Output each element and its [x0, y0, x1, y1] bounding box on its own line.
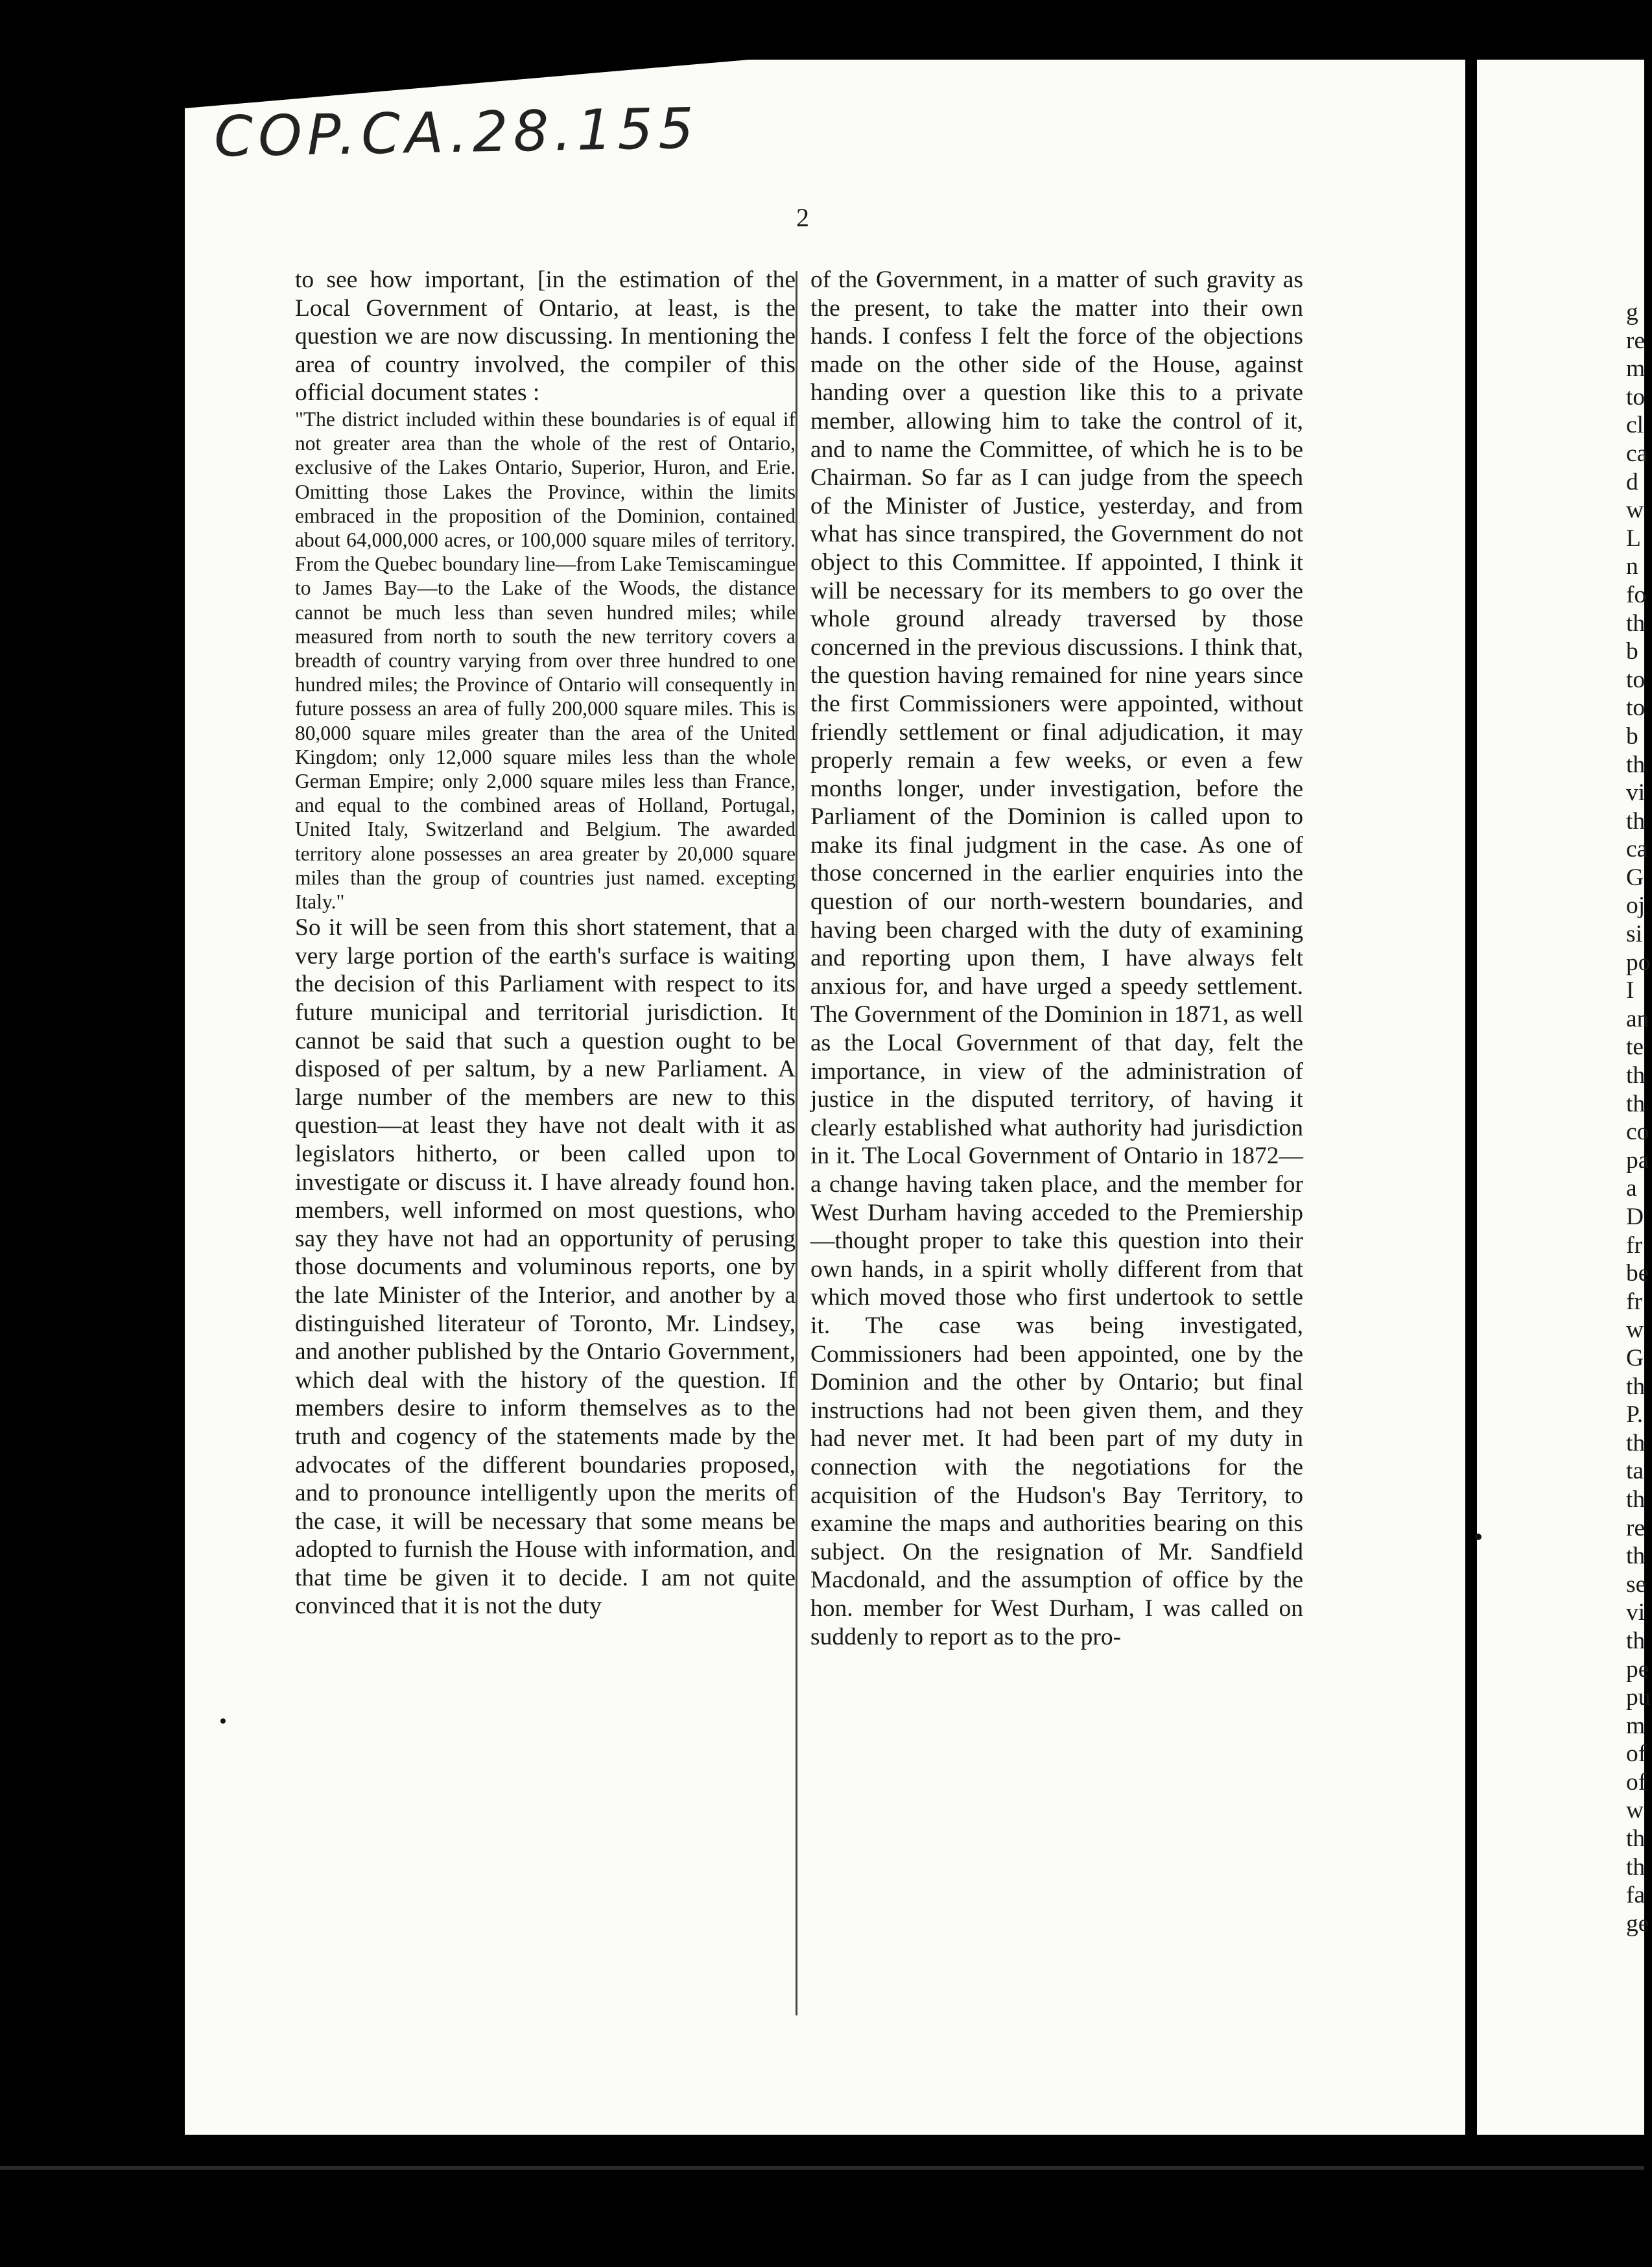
edge-fragment: be — [1626, 1260, 1649, 1287]
edge-fragment: w — [1626, 1797, 1644, 1824]
edge-fragment: vi — [1626, 779, 1646, 807]
edge-fragment: an — [1626, 1005, 1649, 1032]
edge-fragment: to — [1626, 666, 1646, 693]
catalog-handwritten-mark: COP.CA.28.155 — [213, 96, 700, 170]
right-column — [810, 266, 1303, 1651]
edge-fragment: L — [1626, 525, 1641, 552]
edge-fragment: pa — [1626, 1146, 1649, 1174]
edge-fragment: G — [1626, 864, 1644, 891]
edge-fragment: th — [1626, 610, 1646, 637]
edge-fragment: ta — [1626, 1458, 1644, 1485]
edge-fragment: th — [1626, 1486, 1646, 1513]
left-column — [295, 266, 796, 1620]
edge-fragment: th — [1626, 1429, 1646, 1456]
edge-fragment: si — [1626, 921, 1643, 948]
edge-fragment: pu — [1626, 1684, 1651, 1711]
edge-fragment: th — [1626, 1543, 1646, 1570]
ink-speck — [1475, 1534, 1481, 1540]
edge-fragment: P. — [1626, 1401, 1644, 1429]
edge-fragment: ge — [1626, 1910, 1649, 1937]
edge-fragment: n — [1626, 553, 1638, 580]
edge-fragment: te — [1626, 1034, 1644, 1061]
edge-fragment: fa — [1626, 1882, 1646, 1909]
edge-fragment: fr — [1626, 1288, 1642, 1315]
edge-fragment: b — [1626, 722, 1638, 750]
next-page-text-fragments — [1626, 298, 1652, 1938]
edge-fragment: th — [1626, 807, 1646, 835]
edge-fragment: th — [1626, 751, 1646, 778]
edge-fragment: th — [1626, 1853, 1646, 1881]
edge-fragment: re — [1626, 1514, 1646, 1541]
left-body-paragraph: So it will be seen from this short statement, that a very large portion of the earth's surface is waiting the decision of this Parliament with respect to its future municipal and territorial jurisdiction. It cannot be said that such a question ought to be disposed of per saltum, by a new Parliament. A large number of the members are new to this question—at least they have not dealt with it as legislators hitherto, or been called upon to investigate or discuss it. I have already found hon. members, well informed on most questions, who say they have not had an opportunity of perusing those documents and voluminous reports, one by the late Minister of the Interior, and another by a distinguished literateur of Toronto, Mr. Lindsey, and another published by the Ontario Government, which deal with the history of the question. If members desire to inform themselves as to the truth and cogency of the statements made by the advocates of the different boundaries proposed, and to pronounce intelligently upon the merits of the case, it will be necessary that some means be adopted to furnish the House with information, and that time be given it to decide. I am not quite convinced that it is not the duty — [295, 914, 796, 1620]
ink-speck — [220, 1718, 226, 1724]
edge-fragment: b — [1626, 638, 1638, 665]
edge-fragment: th — [1626, 1090, 1646, 1117]
adjacent-page-edge — [1477, 60, 1644, 2135]
edge-fragment: th — [1626, 1627, 1646, 1654]
edge-fragment: co — [1626, 1119, 1649, 1146]
edge-fragment: cl — [1626, 412, 1644, 439]
left-intro-paragraph: to see how important, [in the estimation of the Local Government of Ontario, at least, is the question we are now discussing. In mentioning the area of country involved, the compiler of this official document states : — [295, 267, 796, 407]
column-divider — [796, 271, 797, 2015]
edge-fragment: d — [1626, 468, 1638, 495]
edge-fragment: pe — [1626, 1656, 1649, 1683]
edge-fragment: D — [1626, 1204, 1644, 1230]
edge-fragment: vi — [1626, 1599, 1646, 1626]
edge-fragment: oj — [1626, 892, 1646, 920]
right-body-paragraph: of the Government, in a matter of such gravity as the present, to take the matter into their own hands. I confess I felt the force of the objections made on the other side of the House, against handing over a question like this to a private member, allowing him to take the control of it, and to name the Committee, of which he is to be Chairman. So far as I can judge from the speech of the Minister of Justice, yesterday, and from what has since transpired, the Government do not object to this Committee. If appointed, I think it will be necessary for its members to go over the whole ground already traversed by those concerned in the previous discussions. I think that, the question having remained for nine years since the first Commissioners were appointed, without friendly settlement or final adjudication, it may properly remain a few weeks, or even a few months longer, under investigation, before the Parliament of the Dominion is called upon to make its final judgment in the case. As one of those concerned in the earlier enquiries into the question of our north-western boundaries, and having been charged with the duty of examining and reporting upon them, I have always felt anxious for, and have urged a speedy settlement. The Government of the Dominion in 1871, as well as the Local Government of that day, felt the importance, in view of the administration of justice in the disputed territory, of having it clearly established what authority had jurisdiction in it. The Local Government of Ontario in 1872—a change having taken place, and the member for West Durham having acceded to the Premiership—thought proper to take this question into their own hands, in a spirit wholly different from that which moved those who first undertook to settle it. The case was being investigated, Commissioners had been appointed, one by the Dominion and the other by Ontario; but final instructions had not been given them, and they had never met. It had been part of my duty in connection with the negotiations for the acquisition of the Hudson's Bay Territory, to examine the maps and authorities bearing on this subject. On the resignation of Mr. Sandfield Macdonald, and the assumption of office by the hon. member for West Durham, I was called on suddenly to report as to the pro- — [810, 267, 1303, 1650]
edge-fragment: to — [1626, 383, 1646, 410]
edge-fragment: th — [1626, 1062, 1646, 1089]
edge-fragment: se — [1626, 1571, 1647, 1598]
edge-fragment: th — [1626, 1825, 1646, 1853]
edge-fragment: to — [1626, 694, 1646, 722]
edge-fragment: of — [1626, 1740, 1647, 1768]
edge-fragment: ca — [1626, 836, 1648, 863]
page-number: 2 — [796, 203, 809, 232]
edge-fragment: re — [1626, 327, 1646, 354]
edge-fragment: G — [1626, 1344, 1644, 1371]
edge-fragment: I — [1626, 977, 1634, 1004]
edge-fragment: m — [1626, 1712, 1646, 1739]
edge-fragment: po — [1626, 949, 1651, 976]
edge-fragment: m — [1626, 355, 1646, 383]
edge-fragment: th — [1626, 1373, 1646, 1400]
edge-fragment: w — [1626, 497, 1644, 524]
edge-fragment: g — [1626, 299, 1638, 326]
edge-fragment: w — [1626, 1316, 1644, 1344]
edge-fragment: fr — [1626, 1231, 1642, 1259]
edge-fragment: ca — [1626, 440, 1648, 467]
edge-fragment: of — [1626, 1768, 1647, 1796]
scan-bottom-rule — [0, 2166, 1644, 2170]
edge-fragment: a — [1626, 1175, 1637, 1202]
edge-fragment: fo — [1626, 581, 1647, 608]
block-quotation: "The district included within these boundaries is of equal if not greater area than the whole of the rest of Ontario, exclusive of the Lakes Ontario, Superior, Huron, and Erie. Omitting those Lakes the Province, within the limits embraced in the proposition of the Dominion, contained about 64,000,000 acres, or 100,000 square miles of territory. From the Quebec boundary line—from Lake Temiscamingue to James Bay—to the Lake of the Woods, the distance cannot be much less than seven hundred miles; while measured from north to south the new territory covers a breadth of country varying from over three hundred to one hundred miles; the Province of Ontario will consequently in future possess an area of fully 200,000 square miles. This is 80,000 square miles greater than the area of the United Kingdom; only 12,000 square miles less than the whole German Empire; only 2,000 square miles less than France, and equal to the combined areas of Holland, Portugal, United Italy, Switzerland and Belgium. The awarded territory alone possesses an area greater by 20,000 square miles than the group of countries just named. excepting Italy." — [295, 407, 796, 914]
